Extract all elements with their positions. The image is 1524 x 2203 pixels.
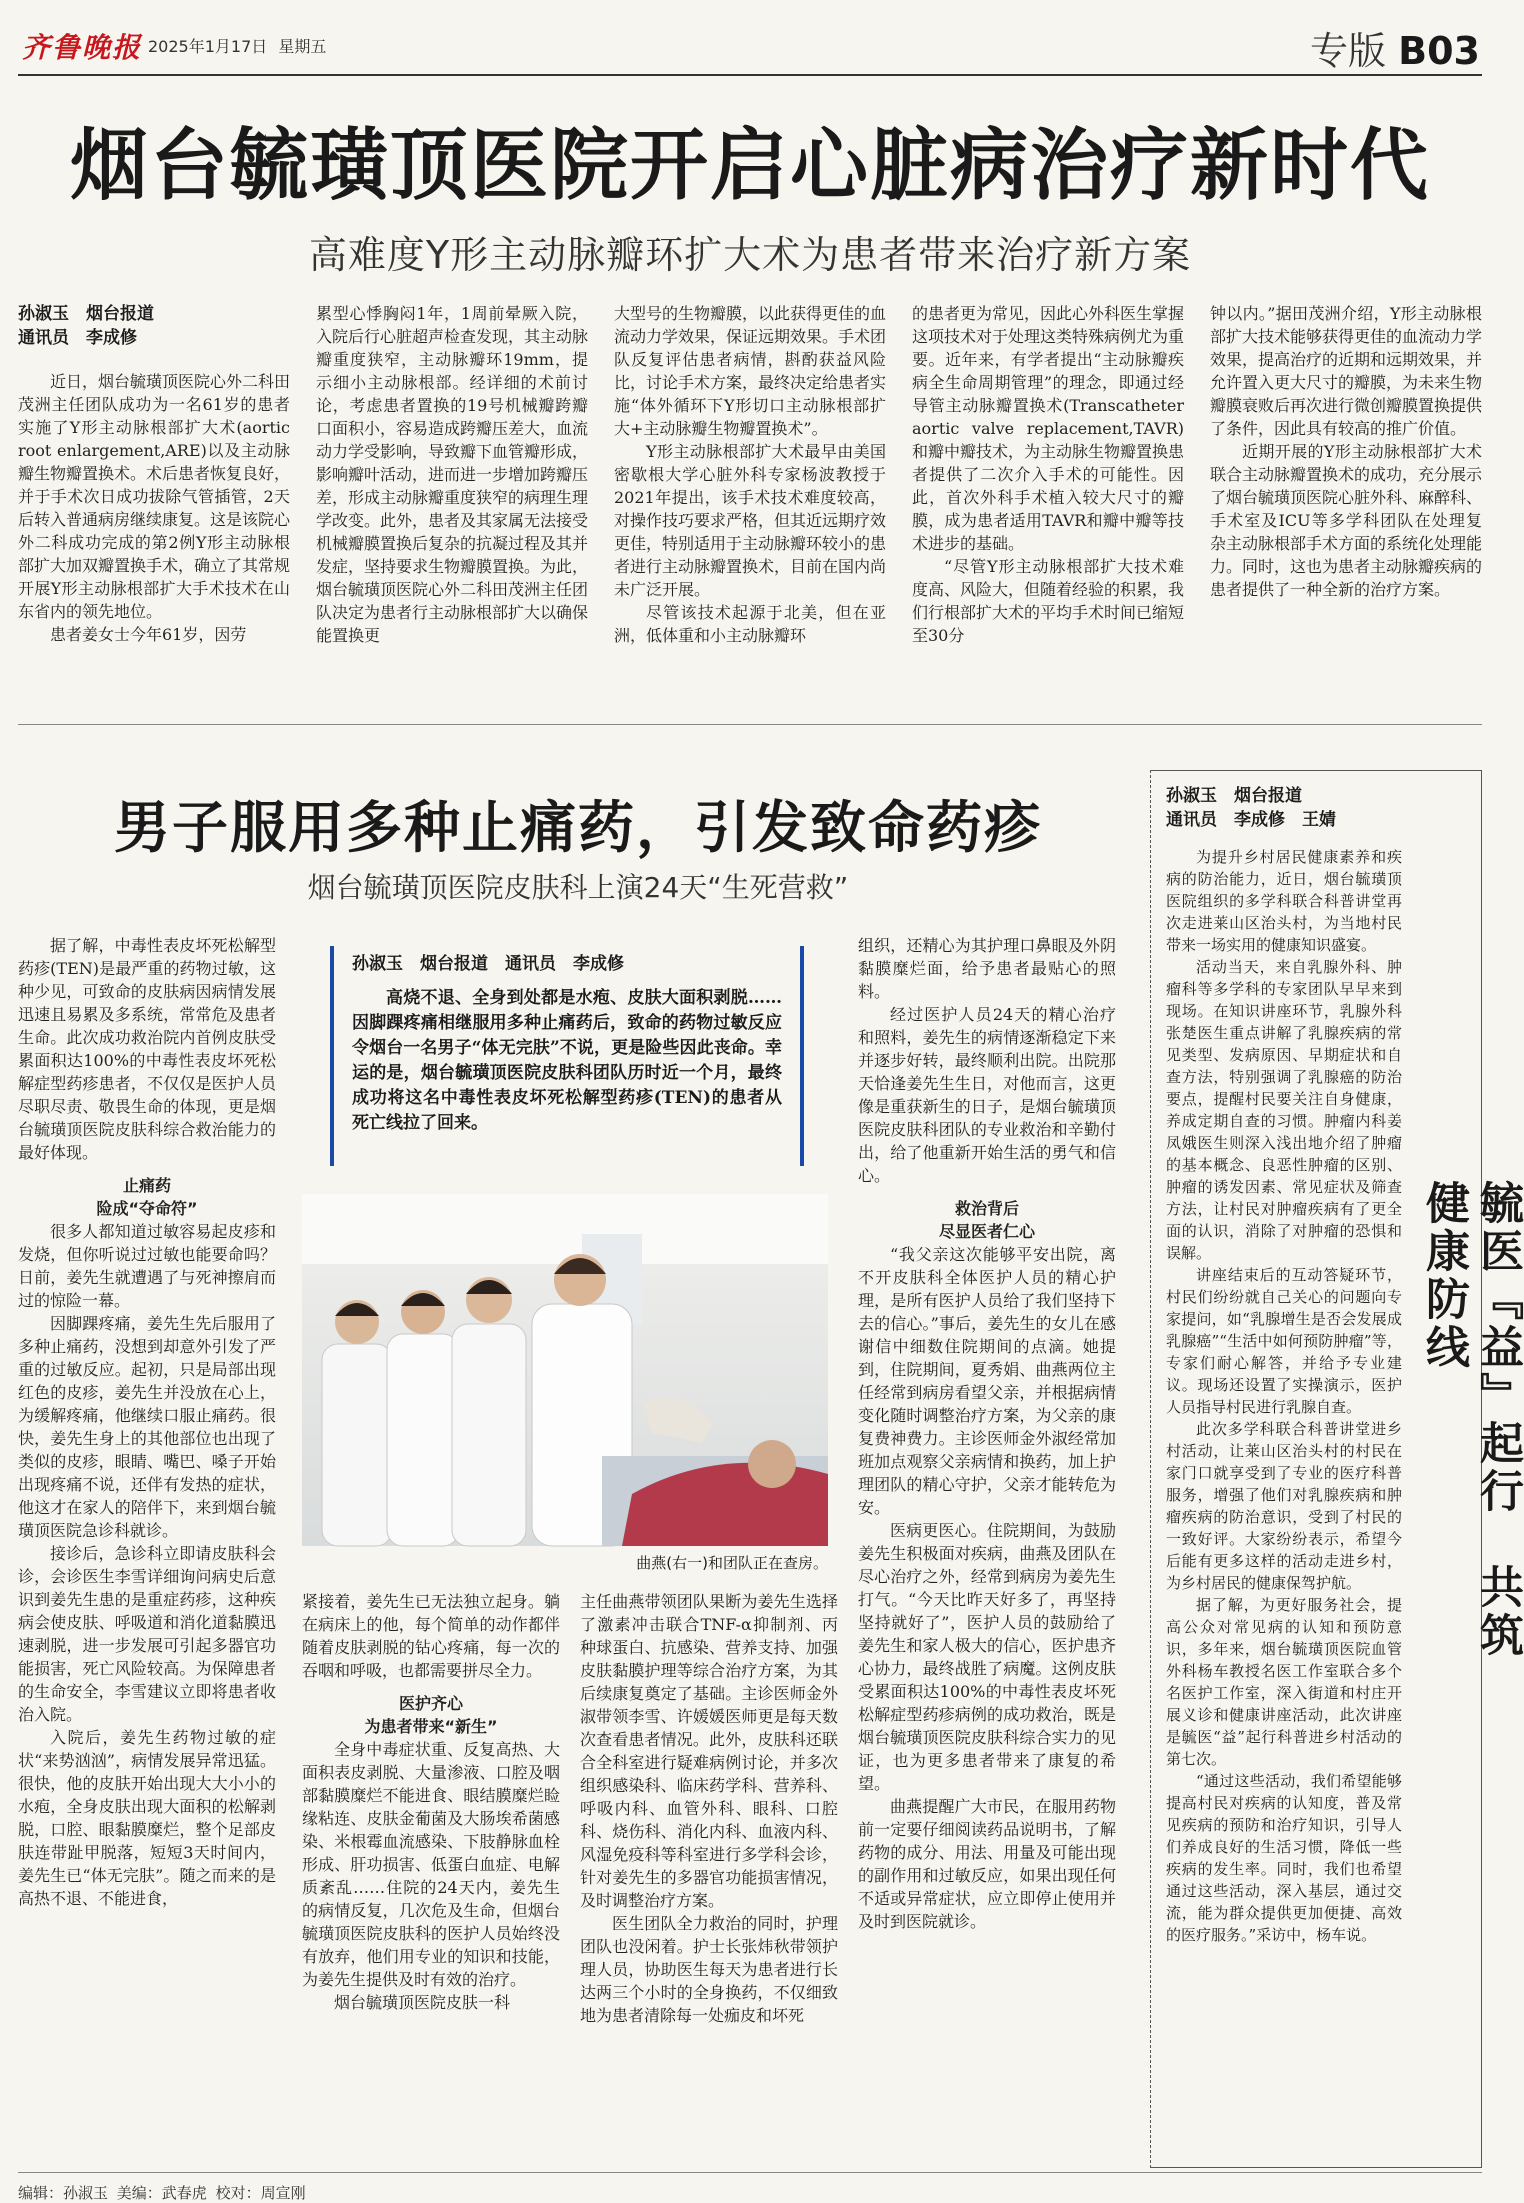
article1-column-2 <box>316 302 588 712</box>
article3-byline <box>1166 784 1466 832</box>
section-divider <box>18 724 1482 725</box>
paragraph: 接诊后，急诊科立即请皮肤科会诊，会诊医生李雪详细询问病史后意识到姜先生患的是重症药疹，这种疾病会使皮肤、呼吸道和消化道黏膜迅速剥脱，进一步发展可引起多器官功能损害，死亡风险较高。为保障患者的生命安全，李雪建议立即将患者收治入院。 <box>18 1544 276 1724</box>
article2-title: 男子服用多种止痛药，引发致命药疹 <box>114 795 1042 861</box>
subheading: 救治背后 <box>954 1199 1019 1218</box>
section-name: 专版 <box>1310 29 1387 73</box>
byline-correspondent: 通讯员 李成修 <box>18 328 137 348</box>
paragraph: 很多人都知道过敏容易起皮疹和发烧，但你听说过过敏也能要命吗？日前，姜先生就遭遇了与死神擦肩而过的惊险一幕。 <box>18 1222 276 1310</box>
paragraph: 近日，烟台毓璜顶医院心外二科田茂洲主任团队成功为一名61岁的患者实施了Y形主动脉根部扩大术(aortic root enlargement,ARE)以及主动脉瓣生物瓣置换术。术后患者恢复良好，并于手术次日成功拔除气管插管，2天后转入普通病房继续康复。这是该院心外二科成功完成的第2例Y形主动脉根部扩大加双瓣置换手术，确立了其常规开展Y形主动脉根部扩大手术技术在山东省内的领先地位。 <box>18 372 291 621</box>
article2-column-4 <box>858 934 1116 2160</box>
article1-col1-text <box>18 370 290 710</box>
paragraph: 据了解，中毒性表皮坏死松解型药疹(TEN)是最严重的药物过敏，这种少见，可致命的皮肤病因病情发展迅速且易累及多系统，常常危及患者生命。此次成功救治院内首例皮肤受累面积达100%的中毒性表皮坏死松解症型药疹患者，不仅仅是医护人员尽职尽责、敬畏生命的体现，更是烟台毓璜顶医院皮肤科综合救治能力的最好体现。 <box>18 936 276 1162</box>
page-credits <box>18 2182 306 2203</box>
article1-subtitle: 高难度Y形主动脉瓣环扩大术为患者带来治疗新方案 <box>308 233 1192 277</box>
paragraph: 烟台毓璜顶医院皮肤一科 <box>334 1993 511 2012</box>
byline-reporter: 孙淑玉 烟台报道 <box>1166 786 1302 806</box>
paragraph: 医病更医心。住院期间，为鼓励姜先生积极面对疾病，曲燕及团队在尽心治疗之外，经常到病房为姜先生打气。“今天比昨天好多了，再坚持坚持就好了”，医护人员的鼓励给了姜先生和家人极大的信心，医护患齐心协力，最终战胜了病魔。这例皮肤受累面积达100%的中毒性表皮坏死松解症型药疹病例的成功救治，既是烟台毓璜顶医院皮肤科综合实力的见证，也为更多患者带来了康复的希望。 <box>858 1521 1116 1793</box>
proofreader-credit: 校对：周宣刚 <box>215 2184 306 2202</box>
designer-credit: 美编：武春虎 <box>116 2184 207 2202</box>
paragraph: 入院后，姜先生药物过敏的症状“来势汹汹”，病情发展异常迅猛。很快，他的皮肤开始出现大大小小的水疱，全身皮肤出现大面积的松解剥脱，口腔、眼黏膜糜烂，整个足部皮肤连带趾甲脱落，短短3天时间内，姜先生已“体无完肤”。随之而来的是高热不退、不能进食， <box>18 1728 276 1908</box>
subheading: 险成“夺命符” <box>96 1199 198 1218</box>
subheading: 医护齐心 <box>398 1694 463 1713</box>
article2-lead-box <box>330 946 804 1166</box>
article2-column-3 <box>580 1590 838 2160</box>
article1-byline <box>18 302 290 350</box>
article2-lead-text: 高烧不退、全身到处都是水疱、皮肤大面积剥脱……因脚踝疼痛相继服用多种止痛药后，致命的药物过敏反应令烟台一名男子“体无完肤”不说，更是险些因此丧命。幸运的是，烟台毓璜顶医院皮肤科团队历时近一个月，最终成功将这名中毒性表皮坏死松解型药疹(TEN)的患者从死亡线拉了回来。 <box>352 988 782 1133</box>
paragraph: 为提升乡村居民健康素养和疾病的防治能力，近日，烟台毓璜顶医院组织的多学科联合科普讲堂再次走进莱山区治头村，为当地村民带来一场实用的健康知识盛宴。 <box>1166 848 1402 954</box>
photo-caption: 曲燕(右一)和团队正在查房。 <box>636 1554 828 1572</box>
article1-title: 烟台毓璜顶医院开启心脏病治疗新时代 <box>69 120 1430 211</box>
article3-text <box>1166 846 1402 2156</box>
paragraph: 紧接着，姜先生已无法独立起身。躺在病床上的他，每个简单的动作都伴随着皮肤剥脱的钻心疼痛，每一次的吞咽和呼吸，也都需要拼尽全力。 <box>302 1592 560 1680</box>
paragraph: 组织，还精心为其护理口鼻眼及外阴黏膜糜烂面，给予患者最贴心的照料。 <box>858 936 1116 1001</box>
subheading: 为患者带来“新生” <box>364 1717 498 1736</box>
paragraph: Y形主动脉根部扩大术最早由美国密歇根大学心脏外科专家杨波教授于2021年提出，该手术技术难度较高，对操作技巧要求严格，但其近远期疗效更佳，特别适用于主动脉瓣环较小的患者进行主动脉瓣置换术，目前在国内尚未广泛开展。 <box>614 442 887 599</box>
article1-column-3 <box>614 302 886 712</box>
issue-date <box>148 34 326 57</box>
paragraph: 钟以内。”据田茂洲介绍，Y形主动脉根部扩大技术能够获得更佳的血流动力学效果，提高治疗的近期和远期效果，并允许置入更大尺寸的瓣膜，为未来生物瓣膜衰败后再次进行微创瓣膜置换提供了条件，因此具有较高的推广价值。 <box>1210 304 1483 438</box>
subheading: 止痛药 <box>122 1176 171 1195</box>
editor-credit: 编辑：孙淑玉 <box>18 2184 109 2202</box>
paragraph: 讲座结束后的互动答疑环节，村民们纷纷就自己关心的问题向专家提问，如“乳腺增生是否会发展成乳腺癌”“生活中如何预防肿瘤”等，专家们耐心解答，并给予专业建议。现场还设置了实操演示，医护人员指导村民进行乳腺自查。 <box>1166 1266 1402 1416</box>
paragraph: 活动当天，来自乳腺外科、肿瘤科等多学科的专家团队早早来到现场。在知识讲座环节，乳腺外科张楚医生重点讲解了乳腺疾病的常见类型、发病原因、早期症状和自查方法，特别强调了乳腺癌的防治要点，提醒村民要关注自身健康，养成定期自查的习惯。肿瘤内科姜凤娥医生则深入浅出地介绍了肿瘤的基本概念、良恶性肿瘤的区别、肿瘤的诱发因素、常见症状及筛查方法，让村民对肿瘤疾病有了更全面的认识，消除了对肿瘤的恐惧和误解。 <box>1166 958 1402 1262</box>
page-number: B03 <box>1398 29 1480 73</box>
article1-column-1 <box>18 302 290 710</box>
ward-round-photo <box>302 1194 828 1546</box>
paragraph: “通过这些活动，我们希望能够提高村民对疾病的认知度，普及常见疾病的预防和治疗知识，引导人们养成良好的生活习惯，降低一些疾病的发生率。同时，我们也希望通过这些活动，深入基层，通过交流，能为群众提供更加便捷、高效的医疗服务。”采访中，杨车说。 <box>1166 1772 1402 1944</box>
paragraph: 累型心悸胸闷1年，1周前晕厥入院，入院后行心脏超声检查发现，其主动脉瓣重度狭窄，主动脉瓣环19mm，提示细小主动脉根部。经详细的术前讨论，考虑患者置换的19号机械瓣跨瓣口面积小，容易造成跨瓣压差大，血流动力学受影响，导致瓣下血管瓣形成，影响瓣叶活动，进而进一步增加跨瓣压差，形成主动脉瓣重度狭窄的病理生理学改变。此外，患者及其家属无法接受机械瓣膜置换后复杂的抗凝过程及其并发症，坚持要求生物瓣膜置换。为此，烟台毓璜顶医院心外二科田茂洲主任团队决定为患者行主动脉根部扩大以确保能置换更 <box>316 304 589 645</box>
paragraph: 因脚踝疼痛，姜先生先后服用了多种止痛药，没想到却意外引发了严重的过敏反应。起初，只是局部出现红色的皮疹，姜先生并没放在心上，为缓解疼痛，他继续口服止痛药。很快，姜先生身上的其他部位也出现了类似的皮疹，眼睛、嘴巴、嗓子开始出现疼痛不说，还伴有发热的症状，他这才在家人的陪伴下，来到烟台毓璜顶医院急诊科就诊。 <box>18 1314 276 1540</box>
paragraph: 全身中毒症状重、反复高热、大面积表皮剥脱、大量渗液、口腔及咽部黏膜糜烂不能进食、眼结膜糜烂睑缘粘连、皮肤金葡菌及大肠埃希菌感染、米根霉血流感染、下肢静脉血栓形成、肝功损害、低蛋白血症、电解质紊乱……住院的24天内，姜先生的病情反复，几次危及生命，但烟台毓璜顶医院皮肤科的医护人员始终没有放弃，他们用专业的知识和技能，为姜先生提供及时有效的治疗。 <box>302 1740 560 1989</box>
article1-column-5 <box>1210 302 1482 712</box>
paragraph: “我父亲这次能够平安出院，离不开皮肤科全体医护人员的精心护理，是所有医护人员给了我们坚持下去的信心。”事后，姜先生的女儿在感谢信中细数住院期间的点滴。她提到，住院期间，夏秀娟、曲燕两位主任经常到病房看望父亲，并根据病情变化随时调整治疗方案，为父亲的康复费神费力。主诊医师金外淑经常加班加点观察父亲病情和换药，加上护理团队的精心守护，父亲才能转危为安。 <box>858 1245 1116 1517</box>
byline-reporter: 孙淑玉 烟台报道 <box>18 304 154 324</box>
weekday-text: 星期五 <box>278 37 327 56</box>
newspaper-logo: 齐鲁晚报 <box>22 31 143 64</box>
paragraph: “尽管Y形主动脉根部扩大技术难度高、风险大，但随着经验的积累，我们行根部扩大术的平均手术时间已缩短至30分 <box>912 557 1185 645</box>
paragraph: 医生团队全力救治的同时，护理团队也没闲着。护士长张炜秋带领护理人员，协助医生每天为患者进行长达两三个小时的全身换药，不仅细致地为患者清除每一处痂皮和坏死 <box>580 1914 838 2025</box>
article3-title: 毓医『益』起行 共筑健康防线 <box>1418 1180 1523 1660</box>
paragraph: 曲燕提醒广大市民，在服用药物前一定要仔细阅读药品说明书，了解药物的成分、用法、用量及可能出现的副作用和过敏反应，如果出现任何不适或异常症状，应立即停止使用并及时到医院就诊。 <box>858 1797 1116 1931</box>
date-text: 2025年1月17日 <box>148 37 268 56</box>
paragraph: 此次多学科联合科普讲堂进乡村活动，让莱山区治头村的村民在家门口就享受到了专业的医疗科普服务，增强了他们对乳腺疾病和肿瘤疾病的防治意识，受到了村民的一致好评。大家纷纷表示，希望今后能有更多这样的活动走进乡村，为乡村居民的健康保驾护航。 <box>1166 1420 1402 1592</box>
photo-illustration <box>302 1194 828 1546</box>
article2-subtitle: 烟台毓璜顶医院皮肤科上演24天“生死营救” <box>307 871 849 904</box>
paragraph: 经过医护人员24天的精心治疗和照料，姜先生的病情逐渐稳定下来并逐步好转，最终顺利出院。出院那天恰逢姜先生生日，对他而言，这更像是重获新生的日子，是烟台毓璜顶医院皮肤科团队的专业救治和辛勤付出，给了他重新开始生活的勇气和信心。 <box>858 1005 1116 1185</box>
article2-column-2 <box>302 1590 560 2160</box>
paragraph: 尽管该技术起源于北美，但在亚洲，低体重和小主动脉瓣环 <box>614 603 886 645</box>
paragraph: 主任曲燕带领团队果断为姜先生选择了激素冲击联合TNF-α抑制剂、丙种球蛋白、抗感染、营养支持、加强皮肤黏膜护理等综合治疗方案，为其后续康复奠定了基础。主诊医师金外淑带领李雪、许媛媛医师更是每天数次查看患者情况。此外，皮肤科还联合全科室进行疑难病例讨论，并多次组织感染科、临床药学科、营养科、呼吸内科、血管外科、眼科、口腔科、烧伤科、消化内科、血液内科、风湿免疫科等科室进行多学科会诊，针对姜先生的多器官功能损害情况，及时调整治疗方案。 <box>580 1592 838 1910</box>
paragraph: 的患者更为常见，因此心外科医生掌握这项技术对于处理这类特殊病例尤为重要。近年来，有学者提出“主动脉瓣疾病全生命周期管理”的理念，即通过经导管主动脉瓣置换术(Transcatheter aortic valve replacement,TAVR)和瓣中瓣技术，为主动脉生物瓣置换患者提供了二次介入手术的可能性。因此，首次外科手术植入较大尺寸的瓣膜，成为患者适用TAVR和瓣中瓣等技术进步的基础。 <box>912 304 1185 553</box>
paragraph: 大型号的生物瓣膜，以此获得更佳的血流动力学效果，保证远期效果。手术团队反复评估患者病情，斟酌获益风险比，讨论手术方案，最终决定给患者实施“体外循环下Y形切口主动脉根部扩大+主动脉瓣生物瓣置换术”。 <box>614 304 887 438</box>
page-label <box>1310 20 1480 75</box>
paragraph: 近期开展的Y形主动脉根部扩大术联合主动脉瓣置换术的成功，充分展示了烟台毓璜顶医院心脏外科、麻醉科、手术室及ICU等多学科团队在处理复杂主动脉根部手术方面的系统化处理能力。同时，这也为患者主动脉瓣疾病的患者提供了一种全新的治疗方案。 <box>1210 442 1483 599</box>
subheading: 尽显医者仁心 <box>938 1222 1035 1241</box>
article2-column-1 <box>18 934 276 2160</box>
footer-divider <box>18 2172 1482 2173</box>
paragraph: 据了解，为更好服务社会，提高公众对常见病的认知和预防意识，多年来，烟台毓璜顶医院血管外科杨车教授名医工作室联合多个名医护工作室，深入街道和村庄开展义诊和健康讲座活动，此次讲座是毓医“益”起行科普进乡村活动的第七次。 <box>1166 1596 1402 1768</box>
paragraph: 患者姜女士今年61岁，因劳 <box>50 625 247 644</box>
article2-byline: 孙淑玉 烟台报道 通讯员 李成修 <box>352 954 624 974</box>
article1-column-4 <box>912 302 1184 712</box>
byline-correspondent: 通讯员 李成修 王婧 <box>1166 810 1336 830</box>
masthead-divider <box>18 74 1482 76</box>
